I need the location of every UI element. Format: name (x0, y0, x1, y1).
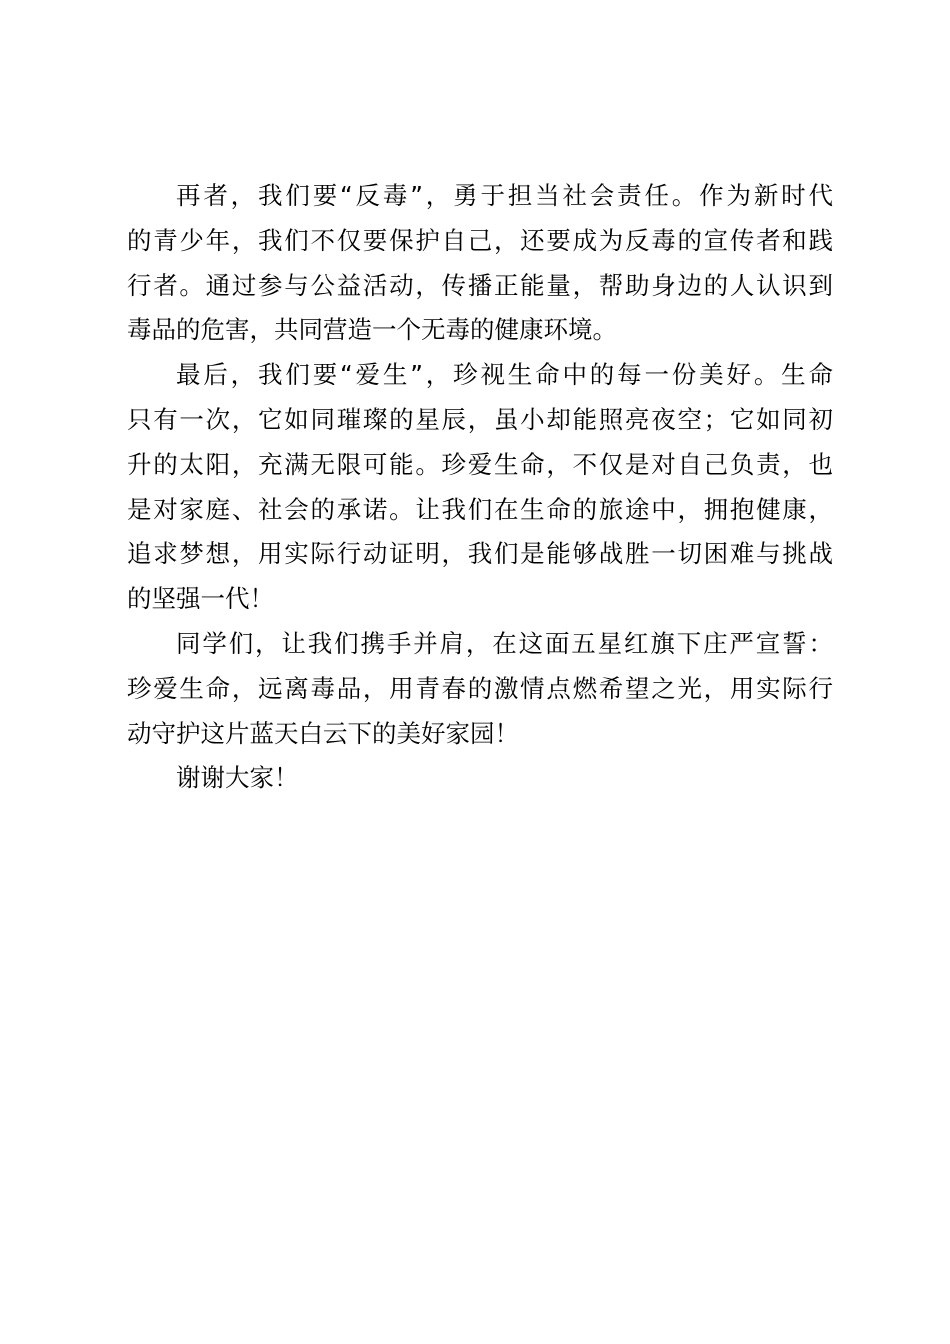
text-line: 的坚强一代！ (127, 584, 274, 614)
text-line: 再者，我们要“反毒”，勇于担当社会责任。作为新时代 (176, 181, 833, 210)
text-line: 是对家庭、社会的承诺。让我们在生命的旅途中，拥抱健康， (127, 494, 833, 524)
text-line: 只有一次，它如同璀璨的星辰，虽小却能照亮夜空；它如同初 (127, 404, 833, 434)
text-line: 升的太阳，充满无限可能。珍爱生命，不仅是对自己负责，也 (127, 449, 833, 479)
paragraph-love-life (127, 353, 833, 622)
text-line: 的青少年，我们不仅要保护自己，还要成为反毒的宣传者和践 (127, 225, 833, 255)
text-line: 行者。通过参与公益活动，传播正能量，帮助身边的人认识到 (127, 270, 833, 300)
text-line: 追求梦想，用实际行动证明，我们是能够战胜一切困难与挑战 (127, 539, 833, 569)
text-line: 动守护这片蓝天白云下的美好家园！ (127, 718, 519, 748)
paragraph-thanks (127, 756, 833, 801)
document-body (127, 174, 833, 801)
text-line: 谢谢大家！ (176, 763, 299, 793)
paragraph-anti-drug (127, 174, 833, 353)
text-line: 毒品的危害，共同营造一个无毒的健康环境。 (127, 315, 617, 345)
text-line: 珍爱生命，远离毒品，用青春的激情点燃希望之光，用实际行 (127, 673, 833, 703)
paragraph-pledge (127, 622, 833, 756)
text-line: 最后，我们要“爱生”，珍视生命中的每一份美好。生命 (176, 360, 833, 390)
text-line: 同学们，让我们携手并肩，在这面五星红旗下庄严宣誓： (176, 628, 833, 658)
